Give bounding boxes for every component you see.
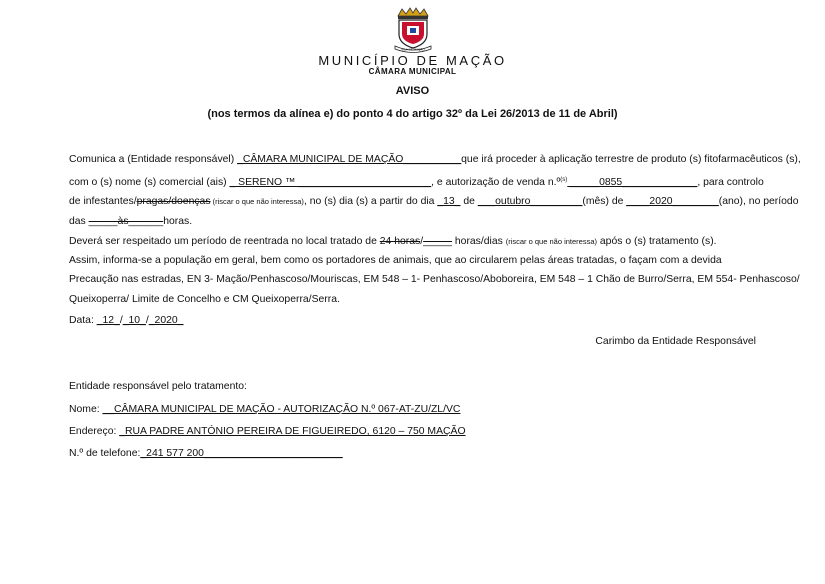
phone-line: N.º de telefone:_241 577 200________________________ (69, 448, 343, 459)
responsible-entity-title: Entidade responsável pelo tratamento: (69, 381, 247, 392)
line-target-date: de infestantes/pragas/doenças (riscar o que não interessa), no (s) dia (s) a partir do dia _13_ de ___outubro_________(mês) de ____2020________(ano), no período (69, 196, 799, 207)
address-value: _RUA PADRE ANTÓNIO PEREIRA DE FIGUEIREDO, 6120 – 750 MAÇÃO (119, 426, 466, 437)
stamp-label: Carimbo da Entidade Responsável (595, 336, 756, 347)
authorization-field: _____0855_____________ (567, 177, 698, 188)
line-reentry: Deverá ser respeitado um período de reentrada no local tratado de 24 horas/_____ horas/dias (riscar o que não interessa) após o (s) tratamento (s). (69, 236, 717, 247)
name-line: Nome: __CÂMARA MUNICIPAL DE MAÇÃO - AUTORIZAÇÃO N.º 067-AT-ZU/ZL/VC (69, 404, 461, 415)
day-field: _13_ (437, 196, 461, 207)
line-product: com o (s) nome (s) comercial (ais) _ SERENO ™ _______________________, e autorização de venda n.º$^{(s)}$ _____0855_____________, para controlo (69, 177, 764, 188)
year-field: ____2020________ (626, 196, 719, 207)
crest-caption: VILA DE MAÇÃO (401, 47, 425, 52)
line-warning: Assim, informa-se a população em geral, bem como os portadores de animais, que ao circularem pelas áreas tratadas, o façam com a devida (69, 255, 722, 266)
line-roads-cont: Queixoperra/ Limite de Concelho e CM Queixoperra/Serra. (69, 294, 340, 305)
month-field: ___outubro_________ (477, 196, 583, 207)
line-roads: Precaução nas estradas, EN 3- Mação/Penhascoso/Mouriscas, EM 548 – 1- Penhascoso/Aboboreira, EM 548 – 1 Chão de Burro/Serra, EM 554- Penhascoso/ (69, 274, 800, 285)
camara-municipal: CÂMARA MUNICIPAL (368, 67, 457, 76)
entity-field: _CÂMARA MUNICIPAL DE MAÇÃO__________ (237, 154, 462, 165)
legal-reference: (nos termos da alínea e) do ponto 4 do artigo 32º da Lei 26/2013 de 11 de Abril) (207, 108, 618, 120)
name-value: __CÂMARA MUNICIPAL DE MAÇÃO - AUTORIZAÇÃO N.º 067-AT-ZU/ZL/VC (102, 404, 461, 415)
line-hours: das _____às______horas. (69, 216, 193, 227)
municipal-crest-logo (389, 6, 437, 54)
document-date: Data: _12_/_10_/_2020_ (69, 315, 184, 326)
document-title: AVISO (395, 85, 430, 97)
line-entity: Comunica a (Entidade responsável) _CÂMARA MUNICIPAL DE MAÇÃO__________que irá proceder à aplicação terrestre de produto (s) fitofarmacêuticos (s), (69, 154, 801, 165)
address-line: Endereço: _RUA PADRE ANTÓNIO PEREIRA DE FIGUEIREDO, 6120 – 750 MAÇÃO (69, 426, 466, 437)
phone-value: _241 577 200________________________ (140, 448, 343, 459)
municipality-name: MUNICÍPIO DE MAÇÃO (318, 53, 507, 68)
product-field: _ SERENO ™ _______________________ (229, 177, 432, 188)
